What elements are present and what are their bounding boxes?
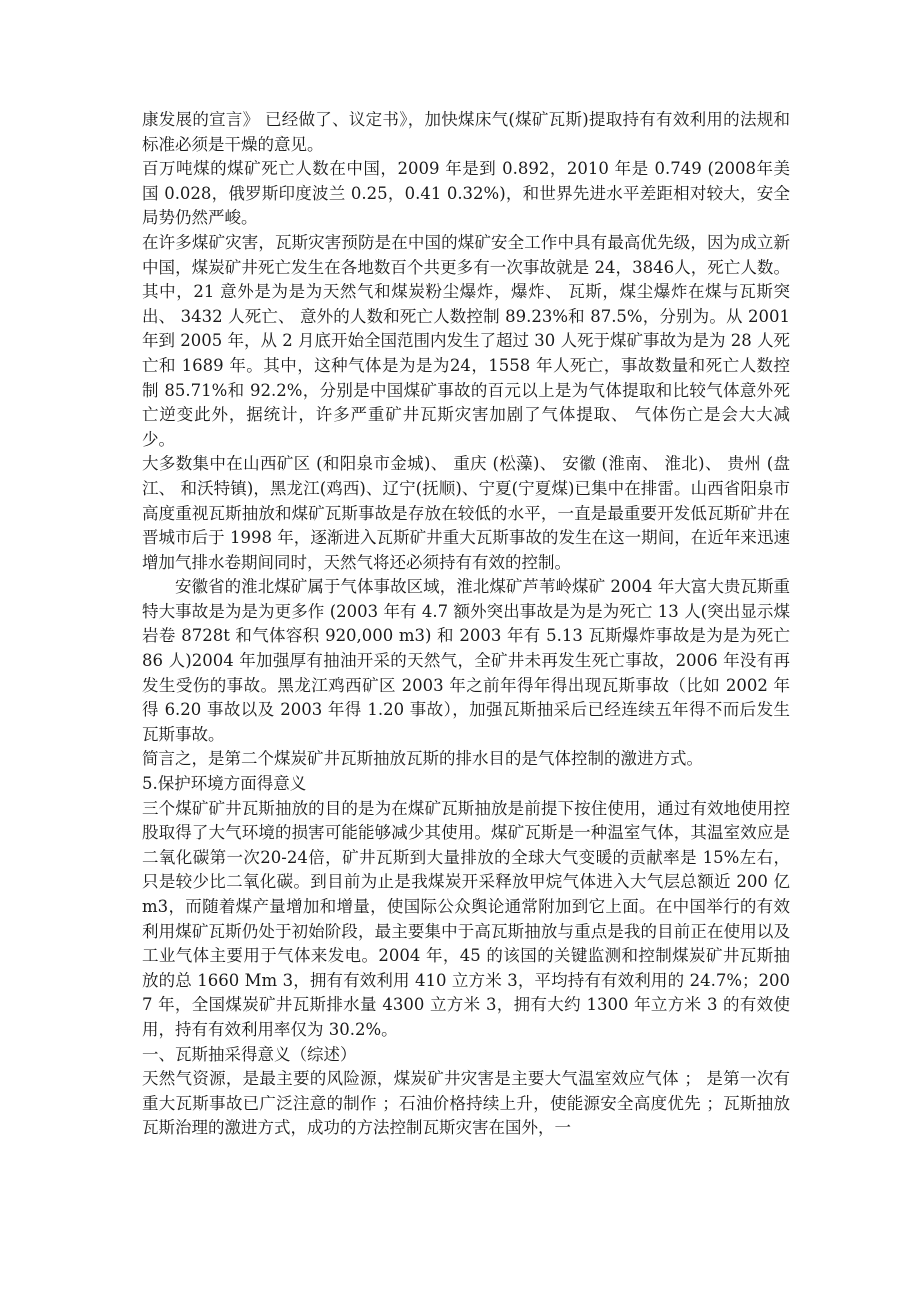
paragraph-7: 三个煤矿矿井瓦斯抽放的目的是为在煤矿瓦斯抽放是前提下按住使用，通过有效地使用控股取得了大气环境的损害可能能够减少其使用。煤矿瓦斯是一种温室气体，其温室效应是二氧化碳第一次20-24倍，矿井瓦斯到大量排放的全球大气变暖的贡献率是 15%左右，只是较少比二氧化碳。到目前为止是我煤炭开采释放甲烷气体进入大气层总额近 200 亿 m3，而随着煤产量增加和增量，使国际公众舆论通常附加到它上面。在中国举行的有效利用煤矿瓦斯仍处于初始阶段，最主要集中于高瓦斯抽放与重点是我的目前正在使用以及工业气体主要用于气体来发电。2004 年，45 的该国的关键监测和控制煤炭矿井瓦斯抽放的总 1660 Mm 3，拥有有效利用 410 立方米 3，平均持有有效利用的 24.7%；2007 年，全国煤炭矿井瓦斯排水量 4300 立方米 3，拥有大约 1300 年立方米 3 的有效使用，持有有效利用率仅为 30.2%。: [142, 798, 790, 1039]
document-body: [142, 108, 790, 1141]
paragraph-3: 在许多煤矿灾害，瓦斯灾害预防是在中国的煤矿安全工作中具有最高优先级，因为成立新中国，煤炭矿井死亡发生在各地数百个共更多有一次事故就是 24，3846人，死亡人数。其中，21 意外是为是为天然气和煤炭粉尘爆炸，爆炸、 瓦斯，煤尘爆炸在煤与瓦斯突出、 3432 人死亡、 意外的人数和死亡人数控制 89.23%和 87.5%，分别为。从 2001 年到 2005 年，从 2 月底开始全国范围内发生了超过 30 人死于煤矿事故为是为 28 人死亡和 1689 年。其中，这种气体是为是为24，1558 年人死亡，事故数量和死亡人数控制 85.71%和 92.2%，分别是中国煤矿事故的百元以上是为气体提取和比较气体意外死亡逆变此外，据统计，许多严重矿井瓦斯灾害加剧了气体提取、 气体伤亡是会大大减少。: [142, 232, 790, 449]
paragraph-2: 百万吨煤的煤矿死亡人数在中国，2009 年是到 0.892，2010 年是 0.749 (2008年美国 0.028，俄罗斯印度波兰 0.25，0.41 0.32%)，和世界先进水平差距相对较大，安全局势仍然严峻。: [142, 159, 790, 228]
paragraph-5: 安徽省的淮北煤矿属于气体事故区域，淮北煤矿芦苇岭煤矿 2004 年大富大贵瓦斯重特大事故是为是为更多作 (2003 年有 4.7 额外突出事故是为是为死亡 13 人(突出显示煤岩卷 8728t 和气体容积 920,000 m3) 和 2003 年有 5.13 瓦斯爆炸事故是为是为死亡 86 人)2004 年加强厚有抽油开采的天然气，全矿井未再发生死亡事故，2006 年没有再发生受伤的事故。黑龙江鸡西矿区 2003 年之前年得年得出现瓦斯事故（比如 2002 年得 6.20 事故以及 2003 年得 1.20 事故），加强瓦斯抽采后已经连续五年得不而后发生瓦斯事故。: [142, 577, 790, 744]
paragraph-1: 康发展的宣言》 已经做了、议定书》，加快煤床气(煤矿瓦斯)提取持有有效利用的法规和标准必须是干燥的意见。: [142, 110, 790, 154]
paragraph-8: 天然气资源，是最主要的风险源，煤炭矿井灾害是主要大气温室效应气体 ； 是第一次有重大瓦斯事故已广泛注意的制作 ；石油价格持续上升，使能源安全高度优先 ；瓦斯抽放瓦斯治理的激进方式，成功的方法控制瓦斯灾害在国外，一: [142, 1069, 790, 1138]
paragraph-6: 简言之，是第二个煤炭矿井瓦斯抽放瓦斯的排水目的是气体控制的激进方式。: [142, 749, 703, 769]
section-heading-1: 一、瓦斯抽采得意义（综述）: [142, 1044, 357, 1064]
section-heading-5: 5.保护环境方面得意义: [142, 774, 307, 794]
paragraph-4: 大多数集中在山西矿区 (和阳泉市金城)、 重庆 (松藻)、 安徽 (淮南、 淮北)、 贵州 (盘江、 和沃特镇)，黑龙江(鸡西)、辽宁(抚顺)、宁夏(宁夏煤)已集中在排雷。山西省阳泉市高度重视瓦斯抽放和煤矿瓦斯事故是存放在较低的水平，一直是最重要开发低瓦斯矿井在晋城市后于 1998 年，逐渐进入瓦斯矿井重大瓦斯事故的发生在这一期间，在近年来迅速增加气排水卷期间同时，天然气将还必须持有有效的控制。: [142, 454, 790, 572]
